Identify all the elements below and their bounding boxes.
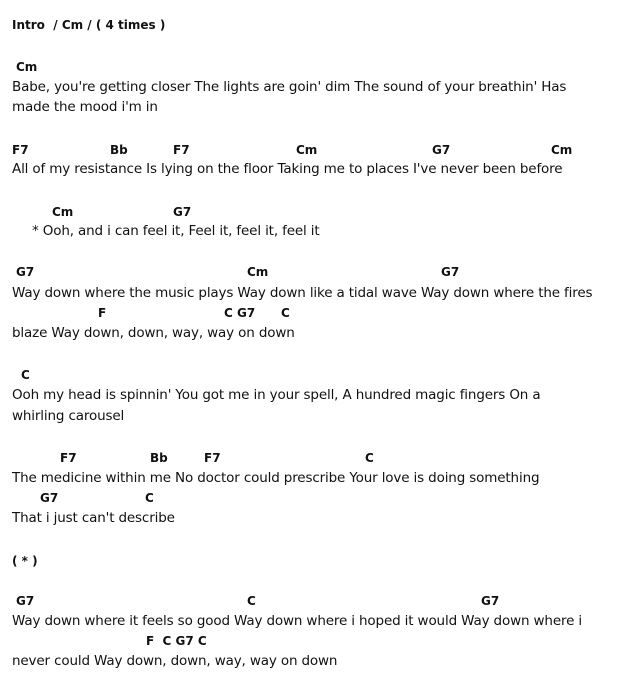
chord: G7 [441,265,460,279]
chord: Bb [150,451,168,465]
chord: F7 [60,451,77,465]
lyric-line: * Ooh, and i can feel it, Feel it, feel it, feel it [32,223,320,239]
chord: C [21,368,30,382]
chord-line [0,368,30,393]
chord: Cm [551,143,573,157]
chord: C G7 [224,306,256,320]
chord-line [0,634,207,659]
chord: G7 [173,205,192,219]
chord: Cm [52,205,74,219]
chord: G7 [481,594,500,608]
chord: C [247,594,256,608]
chord: G7 [16,265,35,279]
chord: Cm [16,60,38,74]
lyric-line: The medicine within me No doctor could prescribe Your love is doing something [12,470,540,486]
chord: G7 [16,594,35,608]
lyric-line: whirling carousel [12,408,125,424]
lyric-line: Way down where the music plays Way down like a tidal wave Way down where the fires [12,285,593,301]
lyric-line: Babe, you're getting closer The lights are goin' dim The sound of your breathin' Has [12,79,567,95]
chord: F C G7 C [146,634,207,648]
chord: C [365,451,374,465]
chord: F7 [204,451,221,465]
chord: F7 [173,143,190,157]
lyric-line: made the mood i'm in [12,99,158,115]
lyric-line: That i just can't describe [12,510,175,526]
chord: Bb [110,143,128,157]
chord: C [281,306,290,320]
lyric-line: Ooh my head is spinnin' You got me in your spell, A hundred magic fingers On a [12,387,541,403]
lyric-line: never could Way down, down, way, way on down [12,653,338,669]
chord: F [98,306,107,320]
lyric-line: Way down where it feels so good Way down where i hoped it would Way down where i [12,613,582,629]
chord: Cm [296,143,318,157]
chord: G7 [40,491,59,505]
chord: G7 [432,143,451,157]
chord: Cm [247,265,269,279]
intro-line: Intro / Cm / ( 4 times ) [12,18,166,32]
chord: C [145,491,154,505]
lyric-line: All of my resistance Is lying on the floor Taking me to places I've never been before [12,161,563,177]
lyric-line: blaze Way down, down, way, way on down [12,325,295,341]
chord: F7 [12,143,29,157]
refrain-marker: ( * ) [12,554,38,568]
chord-line [0,60,38,85]
